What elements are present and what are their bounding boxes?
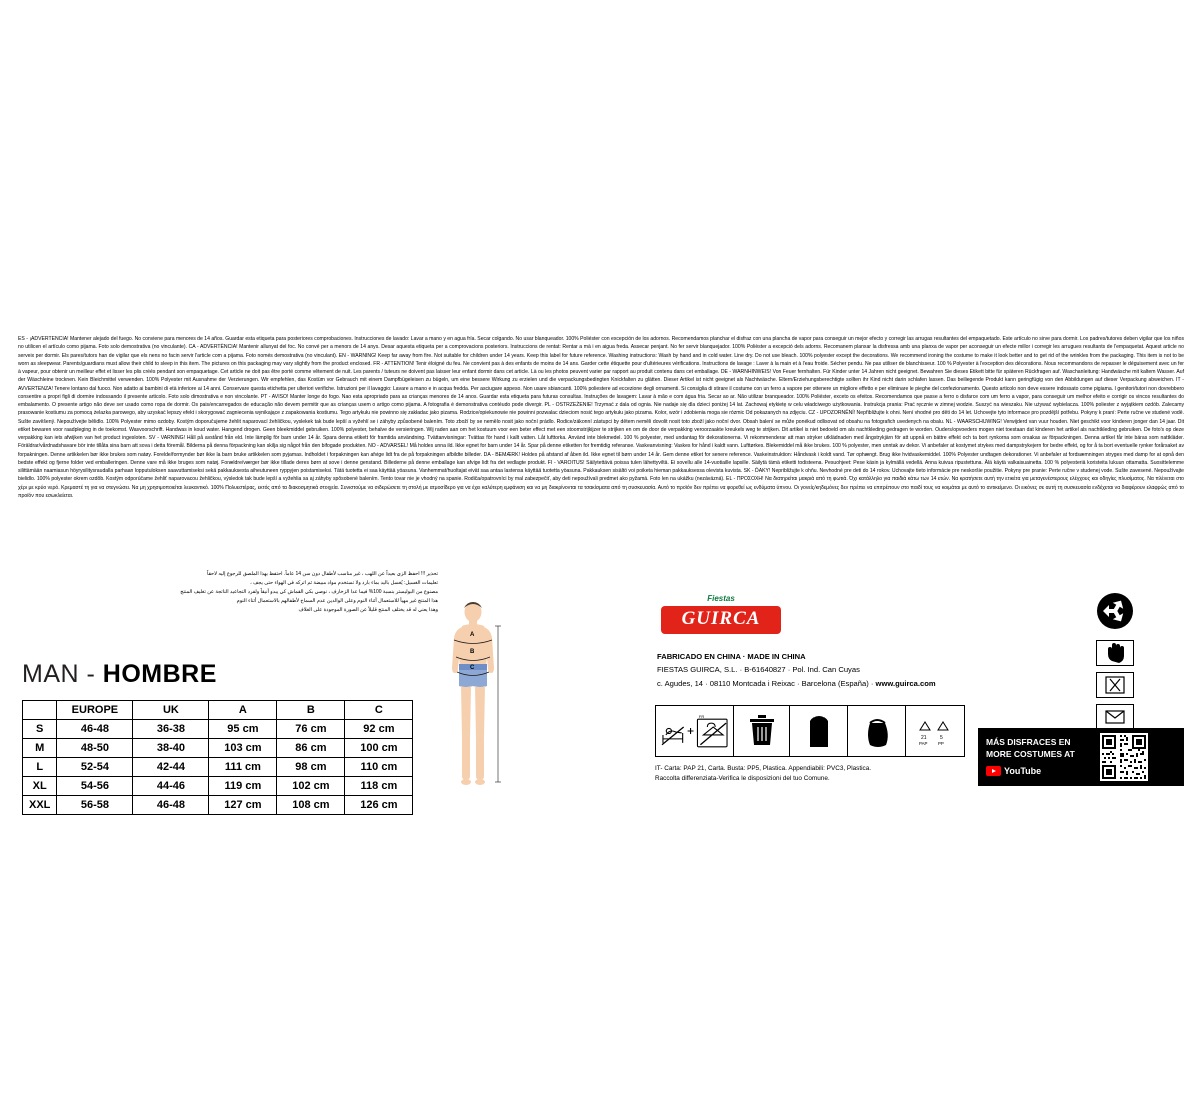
cell-b: 108 cm <box>277 796 345 815</box>
company-name-line: FIESTAS GUIRCA, S.L. · B-61640827 · Pol. Ind. Can Cuyas <box>657 665 860 675</box>
column-header-c: C <box>345 701 413 720</box>
measurement-figure <box>428 600 518 795</box>
company-address: c. Agudes, 14 · 08110 Montcada i Reixac · Barcelona (España) · <box>657 678 874 688</box>
cell-europe: 52-54 <box>57 758 133 777</box>
table-row <box>23 758 413 777</box>
company-address-line <box>657 677 936 690</box>
svg-text:PP: PP <box>938 741 944 746</box>
keep-dry-icon-box <box>1096 640 1134 666</box>
hand-icon <box>1102 643 1128 663</box>
no-littering-icon <box>1102 675 1128 695</box>
row-size-label: XL <box>23 777 57 796</box>
pouch-pictogram-cell <box>848 706 906 756</box>
column-header-a: A <box>209 701 277 720</box>
legal-text: ES - ¡ADVERTENCIA! Mantener alejado del fuego. No conviene para menores de 14 años. Guardar esta etiqueta para posteriores comprobaciones. Instrucciones de lavado: Lavar a mano y en agua fría. Secar colgando. No usar blanqueador. 100% Poliéster con excepción de los adornos. Recomendamos planchar el disfraz con una plancha de vapor para conseguir un mejor efecto y corregir las arrugas resultantes del empaquetado. Este artículo no sirve para dormir. Los padres/tutores deben vigilar que los niños no utilicen el artículo como pijama. Foto solo demostrativa (no vinculante). CA - ADVERTÈNCIA! Mantenir allunyat del foc. No convé per a menors de 14 anys. Desar aquesta etiqueta per a comprovacions posteriors. Instruccions de rentat: Rentar a mà i en aigua freda. Assecar penjant. No fer servir blanquejador. 100% Polièster a excepció dels adorns. Recomanem planxar la disfressa amb una planxa de vapor per aconseguir un efecte millor i corregir les arrugues resultants de l'empaquetat. Aquest article no serveix per dormir. Els pares/tutors han de vigilar que els nens no facin servir l'article com a pijama. Foto només demostrativa (no vinculant). EN - WARNING! Keep far away from fire. Not suitable for children under 14 years. Keep this label for future reference. Washing instructions: Wash by hand and in cold water. Line dry. Do not use bleach. 100% polyester except the decorations. We recommend ironing the costume to make it look better and to get rid of the wrinkles from the packaging. This item is not to be worn as sleepwear. Parents/guardians must allow their child to sleep in this item. The pictures on this packaging may vary slightly from the product enclosed. FR - ATTENTION! Tenir éloigné du feu. Ne convient pas à des enfants de moins de 14 ans. Garder cette étiquette pour d'ultérieures vérifications. Instructions de lavage : Laver à la main et à l'eau froide. Sécher pendu. Ne pas utiliser de blanchisseur. 100 % Polyester à l'exception des décorations. Nous recommandons de repasser le déguisement avec un fer à vapeur, pour obtenir un meilleur effet et lisser les plis créés pendant son empaquetage. Cet article ne doit pas être porté comme vêtement de nuit. Les parents / tuteurs ne doivent pas laisser leur enfant dormir dans cet article. Là ou les photos peuvent varier par rapport au produit contenu dans cet emballage. DE - WARNHINWEIS! Von Feuer fernhalten. Für Kinder unter 14 Jahren nicht geeignet. Bewahren Sie dieses Etikett bitte für späteren Rückfragen auf. Waschanleitung: Handwäsche mit kaltem Wasser. Auf der Wäschleine trocknen. Kein Bleichmittel verwenden. 100% Polyester mit Ausnahme der Verzierungen. Wir empfehlen, das Kostüm vor Gebrauch mit einem Dampfbügeleisen zu bügeln, um eine bessere Wirkung zu erzielen und die verpackungsbedingten Knickfalten zu glätten. Dieser Artikel ist nicht geeignet als Nachtwäsche. Eltern/Erziehungsberechtigte sollten ihr Kind nicht darin schlafen lassen. Das beiliegende Produkt kann geringfügig von den Abbildungen auf dieser Verpackung abweichen. IT - AVVERTENZA! Tenere lontano dal fuoco. Non adatto ai bambini di età inferiore ai 14 anni. Conservare questa etichetta per ulteriori verifiche. Istruzioni per il lavaggio: Lavare a mano e in acqua fredda. Per asciugare appeso. Non usare sbiancanti. 100% poliestere ad eccezione degli ornamenti. Si consiglia di stirare il costume con un ferro a vapore per ottenere un migliore effetto e per eliminare le pieghe del confezionamento. Questo articolo non deve essere indossato come pigiama. I genitori/tutori non dovrebbero consentire a propri figli di dormire indossando il presente articolo. Foto solo dimostrativa e non vincolante. PT - AVISO! Manter longe do fogo. Nao esta apropriado para as crianças menores de 14 anos. Guardar esta etiqueta para futuras consultas. Instruções de lavagem: Lavar à mão e com água fria. Secar ao ar. Não utilizar branqueador. 100% Poliéster, exceto os efeitos. Recomendamos que passe a ferro o disfarce com um ferro a vapor, para conseguir um melhor efeito e corrigir os vincos resultantes do embalamento. O presente artigo não deve ser usado como ropa de dormir. Os pais/encarregados de educação não devem permitir que as crianças usem o artigo como pijama. A fotografia é demonstrativa contéudo pode divergir. PL - OSTRZEŻENIE! Trzymać z dala od ognia. Nie nadaje się dla dzieci poniżej 14 lat. Zachowaj etykietę w celu władciwego użytkowania. Instrukcja prania: Prać ręcznie w zimnej wodzie. Suszyć na wieszaku. Nie używać wybielacza. 100% poliester z wyjątkiem ozdób. Zalecamy prasowanie kostiumu za pomocą żelazka parowego, aby uzyskać lepszy efekt i skorygować zagniecenia wynikające z zapakowania kostiumu. Tego artykułu nie powinno się zakładac jako pizama. Rodzice/opiekunowie nie powinni pozwalac dzieciom nosić tego artykułu jako pizama. Kolor, wzór i zdobienia moga sie rózmic Od pokazanych na zdjęciu. CZ - UPOZORNĚNÍ! Nepřibližujte k ohni. Není vhodné pro děti do 14 let. Uchovejte tyto informace pro pozdější potřebu. Pokyny k praní: Perte ručne ve studené vodě. Sušte zavěšený. Nepoužívejte bělidlo. 100% Polyester mimo ozdoby. Kostým doporučujeme žehlit naparovací žehličkou, vyslekek tak bude lepší a vyžehlí se i záhyby způsobené balením. Toto zboží by se nemělo nosit jako noční prádlo. Rodice/zákonní zástupci by dětem neměli dovolit nosit toto zboží jako noční dvor. Obsah balení se může ponékud odlisovat od obsahu na fotografich uvedenych na obalu. NL - WAARSCHUWING! Verwijderd van vuur houden. Niet geschikt voor kinderen jonger dan 14 jaar. Dit etiket bewaren voor raadpleging in de toekomst. Wasvoorschrift. Handwas in koud water. Hangend drogen. Geen bleekmiddel gebruiken. 100% polyester, behalve de versieringen. Wij raden aan om het kostuum voor een beter effect met een stoomstrijkijzer te strijken en om de door de verpakking veroorzaakte kreukels weg te strijken. Dit artikel is niet bedoeld om als nachtkleding gedragen te worden. Ouders/opvoeders mogen niet toestaan dat kinderen het artikel als nachtkleding gebruiken. De foto's op deze verpakking kan iets afwijken van het product ingesloten. SV - VARNING! Håll på avstånd från eld. Inte lämplig för barn under 14 år. Spara denna etikett för framtida användning. Tvättanvisningar: Tvättas för hand i kallt vatten. Låt lufttorka. Använd inte blekmedel. 100 % polyester, med undantag för dekorationerna. Vi rekommenderar att man stryker utklädnaden med ångstrykjärn för att uppnå en bättre effekt och ta bort rynkorna som orsakas av förpackningen. Denna artikel får inte bäras som nattkläder. Föräldrar/vårdnadshavare bör inte tillåta sina barn att sova i detta föremål. Bilderna på denna förpackning kan skilja sig något från den bifogade produkten. NO - ADVARSEL! Må holdes unna ild. Ikke egnet for barn under 14 år. Spar på denne etiketten for fremtidig referanse. Vaskeanvisning: Vaskes for hånd i kaldt vann. Lufttørkes. Blekemiddel må ikke brukes. 100 % polyester, men unntak av dekor. Vi anbefaler at kostymet strykes med dampstrykejern for bedre effekt, og for å ta bort eventuelle rynker forårsaket av forpakningen. Denne artikkelen bør ikke brukes som natøy. Forelde/formynder bør ikke la barn bruke artikkelen som pyjamas. Indholdet i forpakningen kan afvige lidt fra de på forpakningen afbildte billeder. DA - BEMÆRK! Holdes på afstand af åben ild. Ikke egnet til børn under 14 år. Gem denne etiket for senere reference. Vaskeinstruktion: Håndvask i koldt vand. Tør ophængt. Brug ikke hvidvaskemiddel. 100% Polyester undtagen dekorationer. Vi anbefaler at fordsæmningen stryges med damp for at opnå den bedste effekt og fjerne folder ved emballeringen. Denne vare må ikke bruges som natøj. Forældre/værger bør ikke tillade deres børn at sove i denne genstand. Billederne på denne emballage kan afvige lidt fra det vedlagte produkt. FI - VAROITUS! Säilytettävä poissa tulen lähettyviltä. Ei sovellu alle 14-vuotiaille lapsille. Säilytä tämä etiketti todisteena. Pesuohjeet: Pese käsin ja kylmällä vedellä. Anna kuivua ripustettuna. Älä käytä valkaisuainetta. 100 % polyesteriä koristeita lukuun ottamatta. Suosittelemme silittämään naamiasun höyrysilitysraudalla parhaan lopputuloksen saavuttamiseksi sekä pakkauksesta aiheutuneen ryppyjen poistamiseksi. Tätä tuotetta ei saa käyttää yöasuna. Vanhemmat/huoltajat eivät saa antaa lastensa käyttää tuotetta yöasuna. Pakkauksen sisältö voi poiketa hieman pakkauksessa olevista kuvista. SK - ĎAKY! Nepribližujte k ohňu. Nevhodné pre deti do 14 rokov. Uchovajte tieto informácie pre neskoršie použitie. Pokyny pre pranie: Perte ručne v studenej vode. Sušte zavesené. Nepoužívajte bielidlo. 100% polyester okrem ozdôb. Kostým odporúčame žehliť naparovacou žehličkou, výsledok tak bude lepší a vyžehlia sa aj záhyby spôsobené balením. Tento tovar nie je vhodný na spanie. Rodiča/opatrovníci by mal zabezpečiť, aby deti nepoužívali predmet ako pyžamá. Foto len na ukážku (nezáväzná). EL - ΠΡΟΣΟΧΗ! Να διατηρείται μακριά από τη φωτιά. Όχι κατάλληλο για παιδιά κάτω των 14 ετών. Να κρατήσετε αυτή την ετικέτα για μεταγενέστερους ελέγχους και οδηγίες πλυσίματος. Να πλένεται στο χέρι με κρύο νερό. Κρεμαστέ τη για να στεγνώσει. Να μη χρησιμοποιείται λευκαντικό. 100% Πολυεστέρας, εκτός από τα διακοσμητικά στοιχεία. Συνιστούμε να σιδερώσετε τη στολή με ατμοσίδερο για να έχει καλύτερη εμφάνιση και να μη διακρίνονται τα τσακίσματα από τη συσκευασία. Αυτό το προϊόν δεν πρέπει να φορεθεί ως ενδύματα ύπνου. Οι γονείς/κηδεμόνες δεν πρέπει να επιτρέπουν στο παιδί τους να κοιμάται με αυτό το αντικείμενο. Οι εικόνες σε αυτή τη συσκευασία ενδέχεται να διαφέρουν ελαφρώς από το προϊόν που εσωκλείεται. <box>18 336 1184 499</box>
arabic-line-1: تحذير !!! احفظ الزي بعيداً عن اللهب ، غير مناسب لأطفال دون سن 14 عاماً. احتفظ بهذا الملصق للرجوع إليه لاحقاً <box>206 571 438 577</box>
trash-bin-icon <box>742 711 782 751</box>
cell-c: 126 cm <box>345 796 413 815</box>
table-row <box>23 720 413 739</box>
guirca-logo <box>657 592 785 640</box>
arabic-line-4: هذا المنتج غير مهيأ للاستعمال أثناء النوم وعلى الوالدين عدم السماح لأطفالهم بالاستعمال أثناء النوم <box>236 598 438 604</box>
legal-text-block <box>18 335 1184 500</box>
cell-europe: 48-50 <box>57 739 133 758</box>
qr-code[interactable] <box>1100 733 1148 781</box>
recycling-note-line-2: Raccolta differenziata-Verifica le disposizioni del tuo Comune. <box>655 775 830 783</box>
figure-label-c: C <box>470 665 475 671</box>
cell-a: 119 cm <box>209 777 277 796</box>
size-chart-title <box>22 660 217 689</box>
envelope-icon-box <box>1096 704 1134 730</box>
youtube-play-icon <box>986 766 1001 776</box>
cell-uk: 38-40 <box>133 739 209 758</box>
recycling-triangles-icon <box>912 714 956 748</box>
cell-uk: 36-38 <box>133 720 209 739</box>
table-row <box>23 796 413 815</box>
cell-c: 110 cm <box>345 758 413 777</box>
no-sleepwear-pictogram-cell <box>656 706 734 756</box>
cell-b: 86 cm <box>277 739 345 758</box>
cell-c: 92 cm <box>345 720 413 739</box>
arabic-line-5: وهذا يعني له قد يختلف المنتج قليلاً عن الصورة الموجودة على الغلاف <box>298 607 438 613</box>
waste-bin-pictogram-cell <box>734 706 790 756</box>
column-header-europe: EUROPE <box>57 701 133 720</box>
qr-code-image <box>1100 733 1148 781</box>
column-header-b: B <box>277 701 345 720</box>
cell-b: 98 cm <box>277 758 345 777</box>
company-website[interactable]: www.guirca.com <box>875 678 936 688</box>
arabic-warning-block <box>18 570 438 615</box>
made-in-line: FABRICADO EN CHINA · MADE IN CHINA <box>657 652 806 661</box>
recycling-note-line-1: IT- Carta: PAP 21, Carta. Busta: PP5, Plastica. Appendiabili: PVC3, Plastica. <box>655 765 872 772</box>
care-pictogram-strip <box>655 705 965 757</box>
logo-wordmark: GUIRCA <box>681 608 761 629</box>
row-size-label: S <box>23 720 57 739</box>
no-sleepwear-icon <box>660 711 729 751</box>
promo-text <box>978 736 1096 778</box>
cell-a: 103 cm <box>209 739 277 758</box>
figure-label-a: A <box>470 632 475 638</box>
row-size-label: M <box>23 739 57 758</box>
cell-b: 76 cm <box>277 720 345 739</box>
plastic-bag-icon <box>798 711 840 751</box>
cell-europe: 46-48 <box>57 720 133 739</box>
svg-text:FR: FR <box>698 714 705 720</box>
cell-europe: 56-58 <box>57 796 133 815</box>
figure-label-b: B <box>470 649 475 655</box>
cell-europe: 54-56 <box>57 777 133 796</box>
row-size-label: XXL <box>23 796 57 815</box>
size-chart-title-man: MAN - <box>22 660 103 688</box>
mobius-loop-icon <box>1096 592 1134 630</box>
table-row <box>23 739 413 758</box>
sack-icon <box>856 711 898 751</box>
cell-uk: 44-46 <box>133 777 209 796</box>
male-body-illustration <box>428 600 518 795</box>
column-header-blank <box>23 701 57 720</box>
recycling-note <box>655 764 871 785</box>
cell-a: 95 cm <box>209 720 277 739</box>
plastic-bag-pictogram-cell <box>790 706 848 756</box>
arabic-line-3: مصنوع من البوليستر بنسبة 100% فيما عدا الزخارف ، نوصي بكي القماش كي يبدو أنيقاً ولفرد التجاعيد الناتجة عن تغليف المنتج <box>180 589 438 595</box>
cell-a: 111 cm <box>209 758 277 777</box>
row-size-label: L <box>23 758 57 777</box>
promo-line-es: MÁS DISFRACES EN <box>986 737 1071 748</box>
size-chart-title-hombre: HOMBRE <box>102 660 217 688</box>
logo-tagline: Fiestas <box>707 594 735 603</box>
company-info <box>657 650 936 690</box>
column-header-uk: UK <box>133 701 209 720</box>
table-row <box>23 777 413 796</box>
cell-uk: 46-48 <box>133 796 209 815</box>
youtube-label: YouTube <box>1004 765 1042 776</box>
cell-c: 100 cm <box>345 739 413 758</box>
size-chart-table <box>22 700 413 815</box>
promo-banner[interactable] <box>978 728 1184 786</box>
envelope-icon <box>1102 707 1128 727</box>
no-throw-icon-box <box>1096 672 1134 698</box>
promo-line-en: MORE COSTUMES AT <box>986 749 1075 760</box>
svg-text:5: 5 <box>940 735 943 741</box>
youtube-badge[interactable] <box>986 765 1096 778</box>
cell-b: 102 cm <box>277 777 345 796</box>
svg-text:21: 21 <box>921 735 927 741</box>
table-header-row <box>23 701 413 720</box>
cell-a: 127 cm <box>209 796 277 815</box>
cell-c: 118 cm <box>345 777 413 796</box>
cell-uk: 42-44 <box>133 758 209 777</box>
recycling-marks-cell <box>906 706 962 756</box>
svg-text:PAP: PAP <box>919 741 928 746</box>
arabic-line-2: تعليمات الغسيل: يُغسل باليد بماء بارد ولا تستخدم مواد مبيضة ثم اتركه في الهواء حتى يجف ، <box>250 580 438 586</box>
